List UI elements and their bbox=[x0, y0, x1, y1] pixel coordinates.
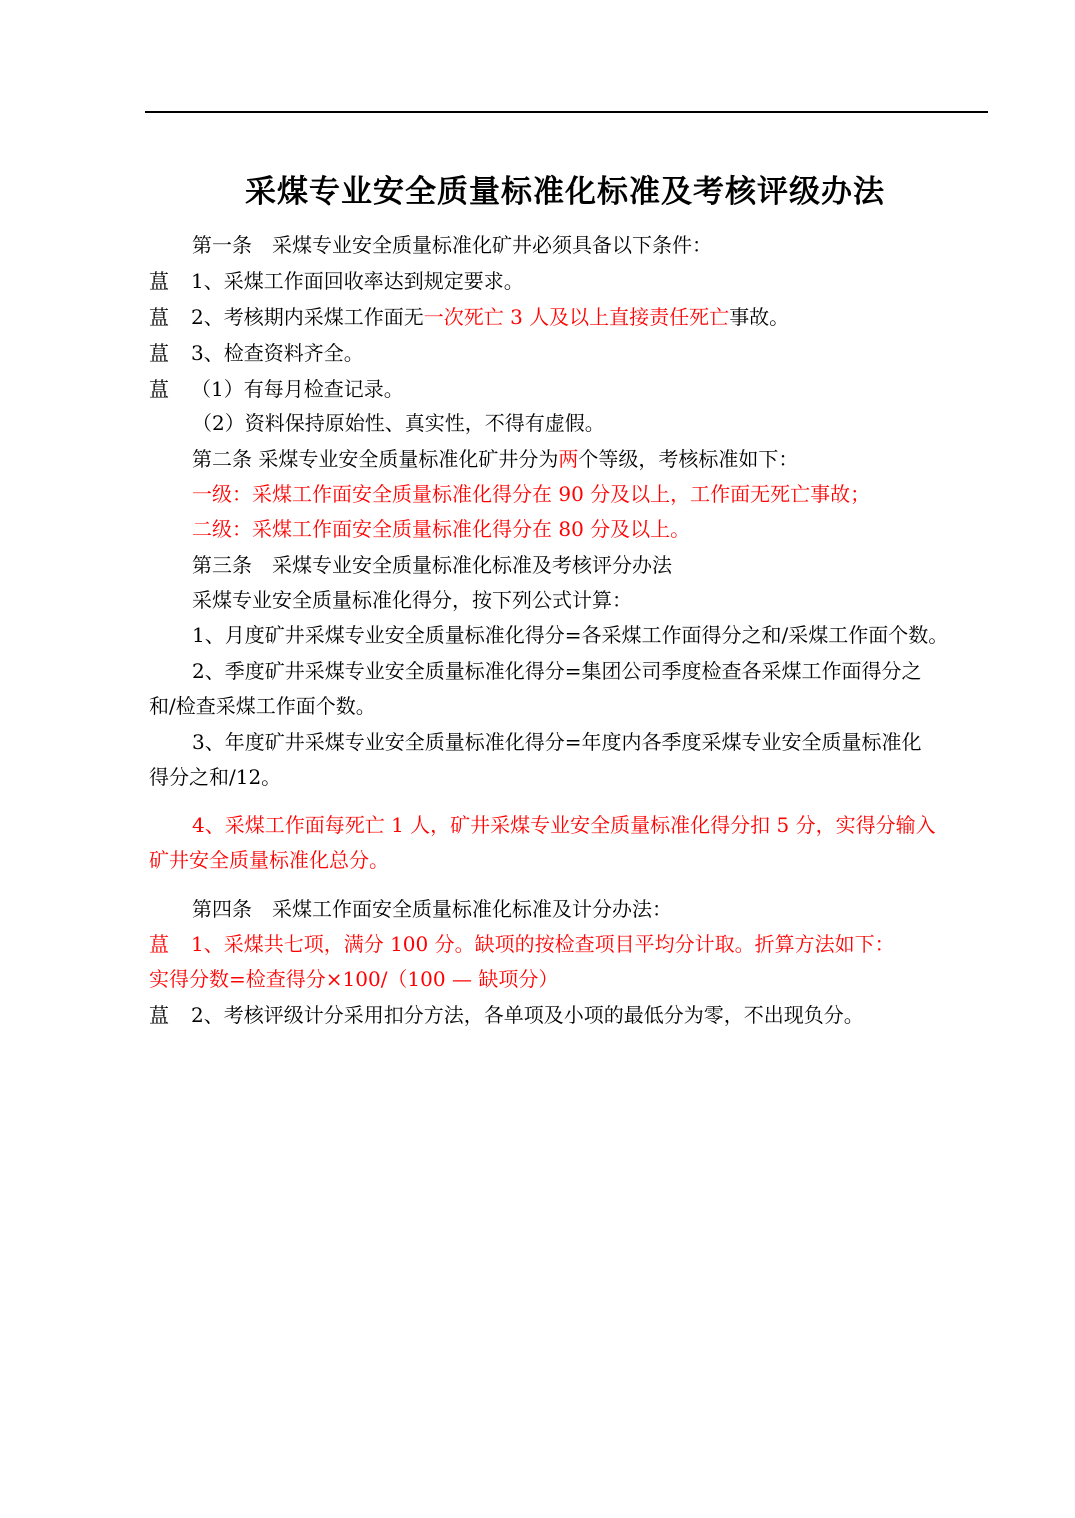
article-2: 第二条 采煤专业安全质量标准化矿井分为两个等级，考核标准如下： bbox=[192, 447, 799, 471]
article-2-level-1: 一级：采煤工作面安全质量标准化得分在 90 分及以上，工作面无死亡事故； bbox=[192, 482, 871, 506]
article-3-head: 第三条 bbox=[192, 553, 252, 577]
article-3-formula-4-cont: 矿井安全质量标准化总分。 bbox=[149, 848, 389, 872]
mark-glyph: 蒀 bbox=[149, 377, 169, 401]
article-3: 第三条 采煤专业安全质量标准化标准及考核评分办法 bbox=[192, 553, 672, 577]
mark-glyph: 蒀 bbox=[149, 932, 169, 956]
article-3-formula-2-cont: 和/检查采煤工作面个数。 bbox=[149, 694, 376, 718]
document-title: 采煤专业安全质量标准化标准及考核评级办法 bbox=[245, 174, 885, 210]
mark-glyph: 蒀 bbox=[149, 1003, 169, 1027]
article-3-formula-1: 1、月度矿井采煤专业安全质量标准化得分=各采煤工作面得分之和/采煤工作面个数。 bbox=[192, 623, 949, 647]
article-3-formula-4: 4、采煤工作面每死亡 1 人，矿井采煤专业安全质量标准化得分扣 5 分，实得分输入 bbox=[192, 813, 936, 837]
article-1-head: 第一条 bbox=[192, 233, 252, 257]
article-1-item-3: 蒀 3、检查资料齐全。 bbox=[149, 341, 364, 365]
article-1-item-2: 蒀 2、考核期内采煤工作面无一次死亡 3 人及以上直接责任死亡事故。 bbox=[149, 305, 790, 329]
article-4: 第四条 采煤工作面安全质量标准化标准及计分办法： bbox=[192, 897, 672, 921]
article-3-formula-3-cont: 得分之和/12。 bbox=[149, 765, 282, 789]
article-1-item-1: 蒀 1、采煤工作面回收率达到规定要求。 bbox=[149, 269, 524, 293]
article-4-head: 第四条 bbox=[192, 897, 252, 921]
mark-glyph: 蒀 bbox=[149, 269, 169, 293]
article-3-intro: 采煤专业安全质量标准化得分，按下列公式计算： bbox=[192, 588, 632, 612]
article-1-item-3-1: 蒀 （1）有每月检查记录。 bbox=[149, 377, 404, 401]
header-rule bbox=[145, 111, 988, 113]
article-3-formula-2: 2、季度矿井采煤专业安全质量标准化得分=集团公司季度检查各采煤工作面得分之 bbox=[192, 659, 922, 683]
article-4-formula: 实得分数=检查得分×100/（100 — 缺项分） bbox=[149, 967, 559, 991]
article-1 bbox=[192, 233, 712, 257]
article-2-level-2: 二级：采煤工作面安全质量标准化得分在 80 分及以上。 bbox=[192, 517, 691, 541]
mark-glyph: 蒀 bbox=[149, 305, 169, 329]
article-1-text: 采煤专业安全质量标准化矿井必须具备以下条件： bbox=[272, 233, 712, 257]
article-4-item-1: 蒀 1、采煤共七项，满分 100 分。缺项的按检查项目平均分计取。折算方法如下： bbox=[149, 932, 895, 956]
article-4-item-2: 蒀 2、考核评级计分采用扣分方法，各单项及小项的最低分为零，不出现负分。 bbox=[149, 1003, 864, 1027]
article-1-item-3-2: （2）资料保持原始性、真实性，不得有虚假。 bbox=[192, 411, 605, 435]
article-2-head: 第二条 bbox=[192, 447, 252, 471]
article-3-formula-3: 3、年度矿井采煤专业安全质量标准化得分=年度内各季度采煤专业安全质量标准化 bbox=[192, 730, 922, 754]
mark-glyph: 蒀 bbox=[149, 341, 169, 365]
